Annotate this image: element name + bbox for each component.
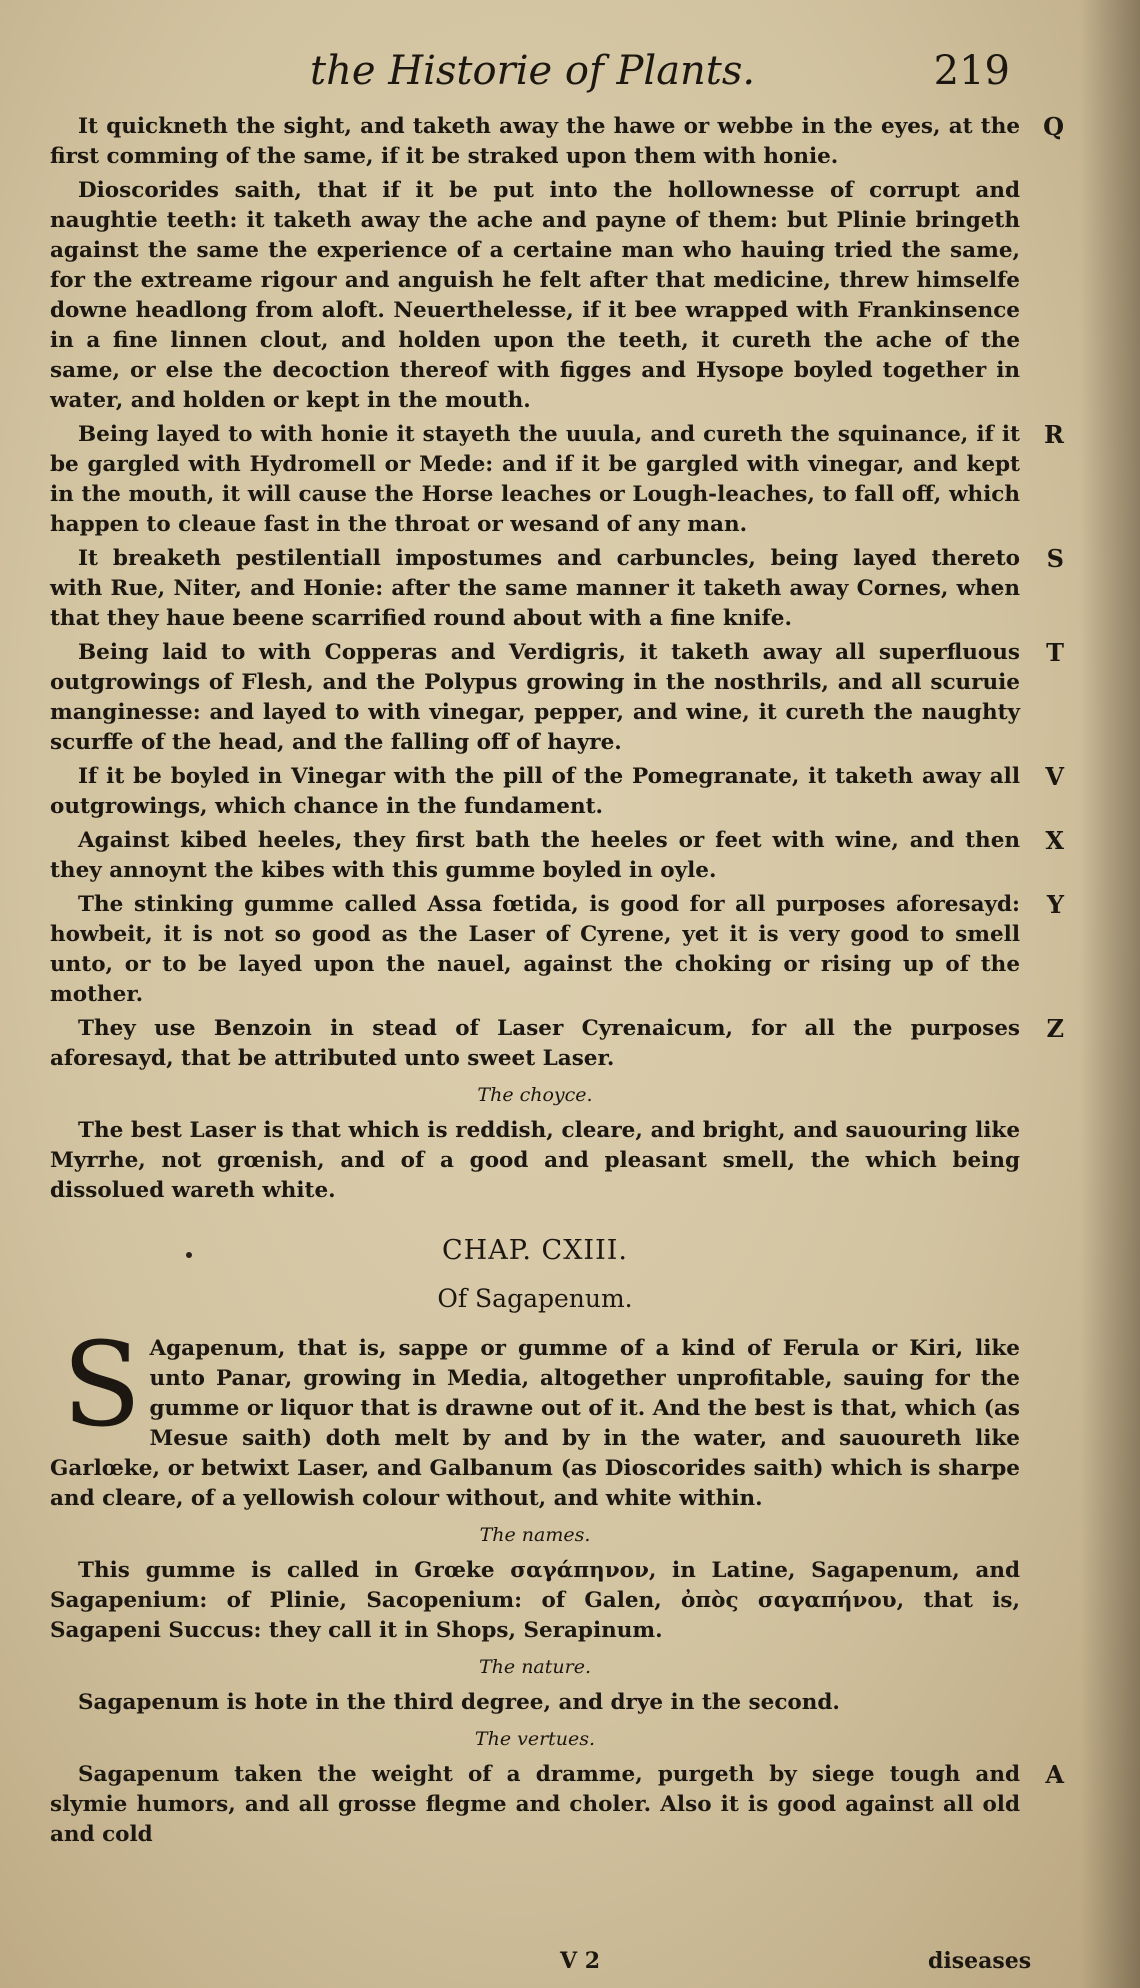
running-title: the Historie of Plants.	[310, 48, 756, 94]
marginal-letter: T	[1046, 638, 1064, 667]
marginal-letter: A	[1045, 1760, 1064, 1789]
paragraph-choyce: The best Laser is that which is reddish, cleare, and bright, and sauouring like Myrrhe, not grœnish, and of a good and pleasant smell, the which being dissolued wareth white.	[50, 1118, 1020, 1203]
marginal-letter: Y	[1046, 890, 1064, 919]
paragraph: The stinking gumme called Assa fœtida, is good for all purposes aforesayd: howbeit, it is not so good as the Laser of Cyrene, yet it is very good to smell unto, or to be layed upon the nauel, against the choking or rising up of the mother. Y	[50, 890, 1064, 1007]
bullet-ornament	[186, 1252, 192, 1258]
marginal-letter: S	[1046, 544, 1064, 573]
page-number: 219	[933, 48, 1010, 94]
spine-shadow	[1080, 0, 1140, 1988]
body-text	[50, 112, 1064, 1854]
marginal-letter: R	[1044, 420, 1064, 449]
paragraph-nature: Sagapenum is hote in the third degree, and drye in the second.	[78, 1690, 840, 1715]
section-heading-names: The names.	[479, 1524, 591, 1546]
catchword: diseases	[928, 1948, 1032, 1974]
section-heading-choyce: The choyce.	[477, 1084, 593, 1106]
marginal-letter: X	[1045, 826, 1064, 855]
chapter-number: CHAP. CXIII.	[441, 1235, 629, 1266]
paragraph: It quickneth the sight, and taketh away the hawe or webbe in the eyes, at the first comming of the same, if it be straked upon them with honie. Q	[50, 112, 1064, 169]
paragraph-names: This gumme is called in Grœke σαγάπηνον, in Latine, Sagapenum, and Sagapenium: of Plinie, Sacopenium: of Galen, ὀπὸς σαγαπήνου, that is, Sagapeni Succus: they call it in Shops, Serapinum.	[50, 1558, 1020, 1643]
paragraph: Against kibed heeles, they first bath the heeles or feet with wine, and then they annoynt the kibes with this gumme boyled in oyle. X	[50, 826, 1064, 883]
signature-mark: V 2	[560, 1948, 601, 1974]
paragraph: It breaketh pestilentiall impostumes and carbuncles, being layed thereto with Rue, Niter, and Honie: after the same manner it taketh away Cornes, when that they haue beene scarrified round about with a fine knife. S	[50, 544, 1064, 631]
marginal-letter: V	[1045, 762, 1064, 791]
marginal-letter: Q	[1043, 112, 1064, 141]
paragraph: If it be boyled in Vinegar with the pill of the Pomegranate, it taketh away all outgrowings, which chance in the fundament. V	[50, 762, 1064, 819]
chapter-intro: S Agapenum, that is, sappe or gumme of a kind of Ferula or Kiri, like unto Panar, growing in Media, altogether unprofitable, sauing for the gumme or liquor that is drawne out of it. And the best is that, which (as Mesue saith) doth melt by and by in the water, and sauoureth like Garlœke, or betwixt Laser, and Galbanum (as Dioscorides saith) which is sharpe and cleare, of a yellowish colour without, and white within.	[50, 1318, 1020, 1511]
paragraph: They use Benzoin in stead of Laser Cyrenaicum, for all the purposes aforesayd, that be attributed unto sweet Laser. Z	[50, 1014, 1064, 1071]
chapter-title: Of Sagapenum.	[437, 1284, 633, 1313]
marginal-letter: Z	[1046, 1014, 1064, 1043]
paragraph-vertues: Sagapenum taken the weight of a dramme, purgeth by siege tough and slymie humors, and all grosse flegme and choler. Also it is good against all old and cold A	[50, 1760, 1064, 1847]
running-head	[310, 48, 1010, 108]
section-heading-nature: The nature.	[479, 1656, 591, 1678]
section-heading-vertues: The vertues.	[474, 1728, 596, 1750]
paragraph: Being layed to with honie it stayeth the uuula, and cureth the squinance, if it be gargled with Hydromell or Mede: and if it be gargled with vinegar, and kept in the mouth, it will cause the Horse leaches or Lough-leaches, to fall off, which happen to cleaue fast in the throat or wesand of any man. R	[50, 420, 1064, 537]
drop-cap: S	[62, 1318, 142, 1453]
paragraph: Dioscorides saith, that if it be put into the hollownesse of corrupt and naughtie teeth: it taketh away the ache and payne of them: but Plinie bringeth against the same the experience of a certaine man who hauing tried the same, for the extreame rigour and anguish he felt after that medicine, threw himselfe downe headlong from aloft. Neuerthelesse, if it bee wrapped with Frankinsence in a fine linnen clout, and holden upon the teeth, it cureth the ache of the same, or else the decoction thereof with figges and Hysope boyled together in water, and holden or kept in the mouth.	[50, 178, 1020, 413]
paragraph: Being laid to with Copperas and Verdigris, it taketh away all superfluous outgrowings of Flesh, and the Polypus growing in the nosthrils, and all scuruie manginesse: and layed to with vinegar, pepper, and wine, it cureth the naughty scurffe of the head, and the falling off of hayre. T	[50, 638, 1064, 755]
